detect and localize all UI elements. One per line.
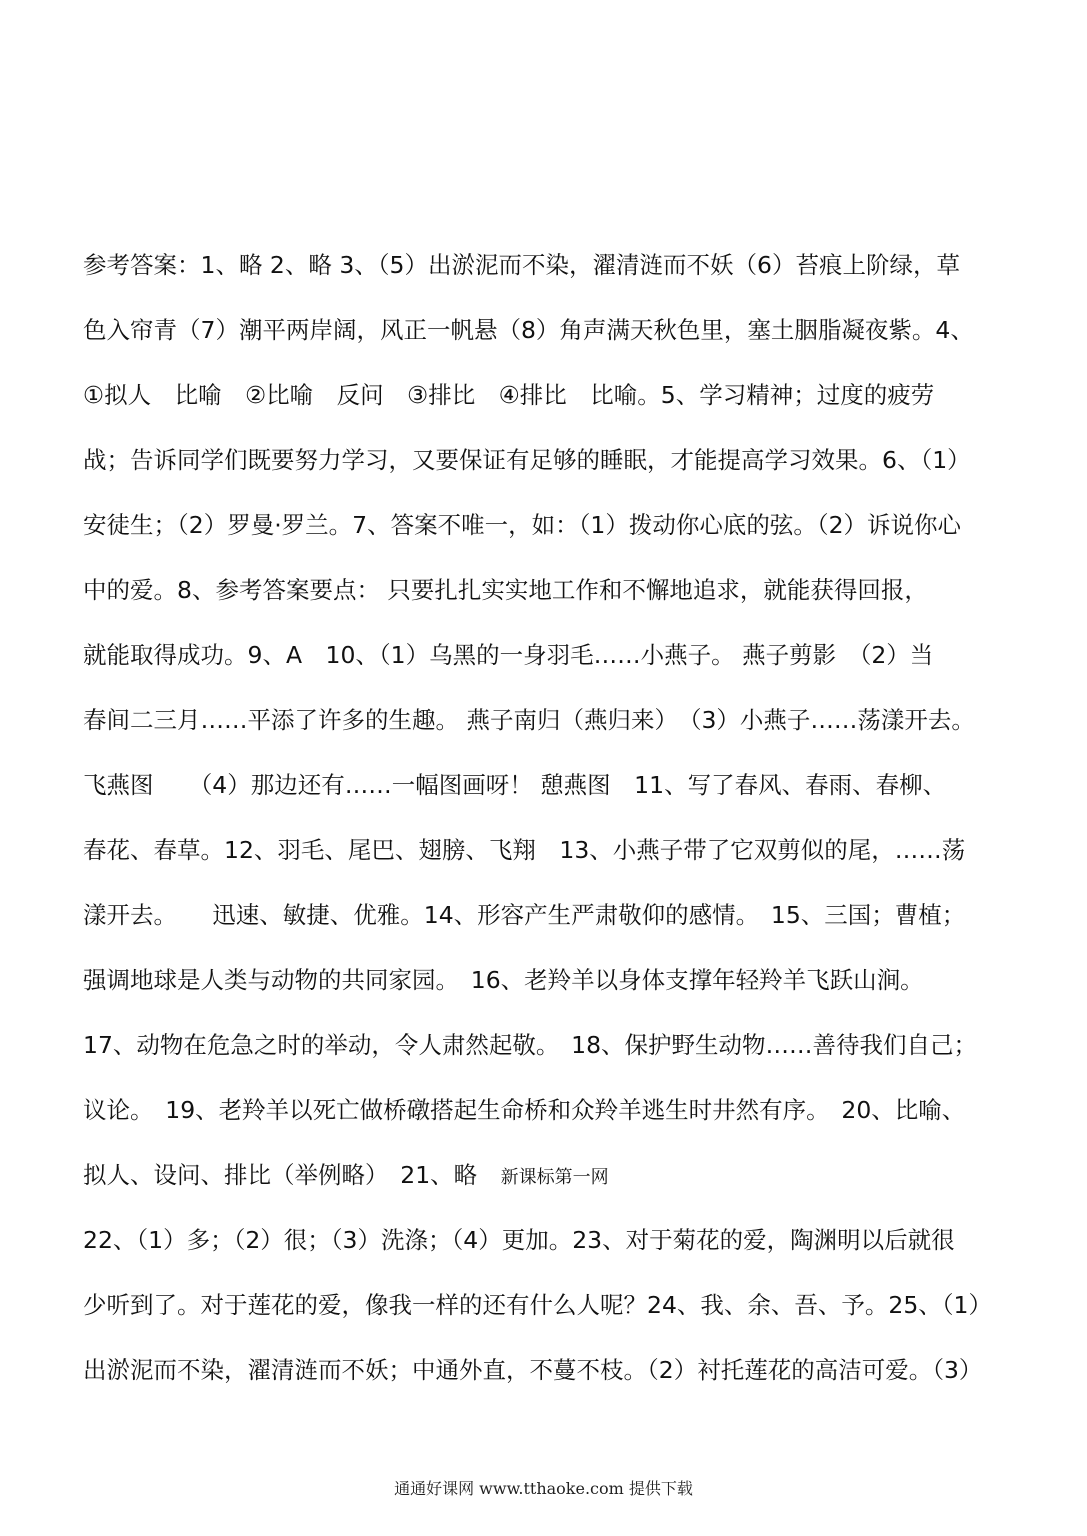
text-line-1: 参考答案：1、略 2、略 3、（5）出淤泥而不染，濯清涟而不妖（6）苔痕上阶绿，草: [83, 251, 960, 279]
page-footer: 通通好课网 www.tthaoke.com 提供下载: [394, 1479, 693, 1498]
text-line-17: 少听到了。对于莲花的爱，像我一样的还有什么人呢？24、我、余、吾、予。25、（1）: [83, 1291, 993, 1319]
text-line-3: ①拟人 比喻 ②比喻 反问 ③排比 ④排比 比喻。5、学习精神；过度的疲劳: [83, 381, 935, 409]
text-line-15: [83, 1143, 1008, 1208]
text-line-4: 战；告诉同学们既要努力学习，又要保证有足够的睡眠，才能提高学习效果。6、（1）: [83, 446, 971, 474]
inline-watermark: 新课标第一网: [500, 1167, 609, 1188]
text-line-16: 22、（1）多；（2）很；（3）洗涤；（4）更加。23、对于菊花的爱，陶渊明以后就很: [83, 1226, 955, 1254]
text-line-6: 中的爱。8、参考答案要点： 只要扎扎实实地工作和不懈地追求，就能获得回报，: [83, 576, 928, 604]
text-line-12: 强调地球是人类与动物的共同家园。 16、老羚羊以身体支撑年轻羚羊飞跃山涧。: [83, 966, 924, 994]
text-line-13: 17、动物在危急之时的举动，令人肃然起敬。 18、保护野生动物……善待我们自己；: [83, 1031, 978, 1059]
text-line-14: 议论。 19、老羚羊以死亡做桥礅搭起生命桥和众羚羊逃生时井然有序。 20、比喻、: [83, 1096, 966, 1124]
answer-text: [83, 233, 1008, 1403]
text-line-18: 出淤泥而不染，濯清涟而不妖；中通外直，不蔓不枝。（2）衬托莲花的高洁可爱。（3）: [83, 1356, 983, 1384]
text-line-7: 就能取得成功。9、A 10、（1）乌黑的一身羽毛……小燕子。 燕子剪影 （2）当: [83, 641, 934, 669]
text-line-9: 飞燕图 （4）那边还有……一幅图画呀！ 憩燕图 11、写了春风、春雨、春柳、: [83, 771, 947, 799]
text-line-8: 春间二三月……平添了许多的生趣。 燕子南归（燕归来） （3）小燕子……荡漾开去。: [83, 706, 975, 734]
text-line-11: 漾开去。 迅速、敏捷、优雅。14、形容产生严肃敬仰的感情。 15、三国；曹植；: [83, 901, 966, 929]
text-line-5: 安徒生；（2）罗曼·罗兰。7、答案不唯一，如：（1）拨动你心底的弦。（2）诉说你心: [83, 511, 962, 539]
text-line-2: 色入帘青（7）潮平两岸阔，风正一帆悬（8）角声满天秋色里，塞土胭脂凝夜紫。4、: [83, 316, 974, 344]
text-line-15-main: 拟人、设问、排比（举例略） 21、略: [83, 1161, 501, 1189]
text-line-10: 春花、春草。12、羽毛、尾巴、翅膀、飞翔 13、小燕子带了它双剪似的尾，……荡: [83, 836, 966, 864]
